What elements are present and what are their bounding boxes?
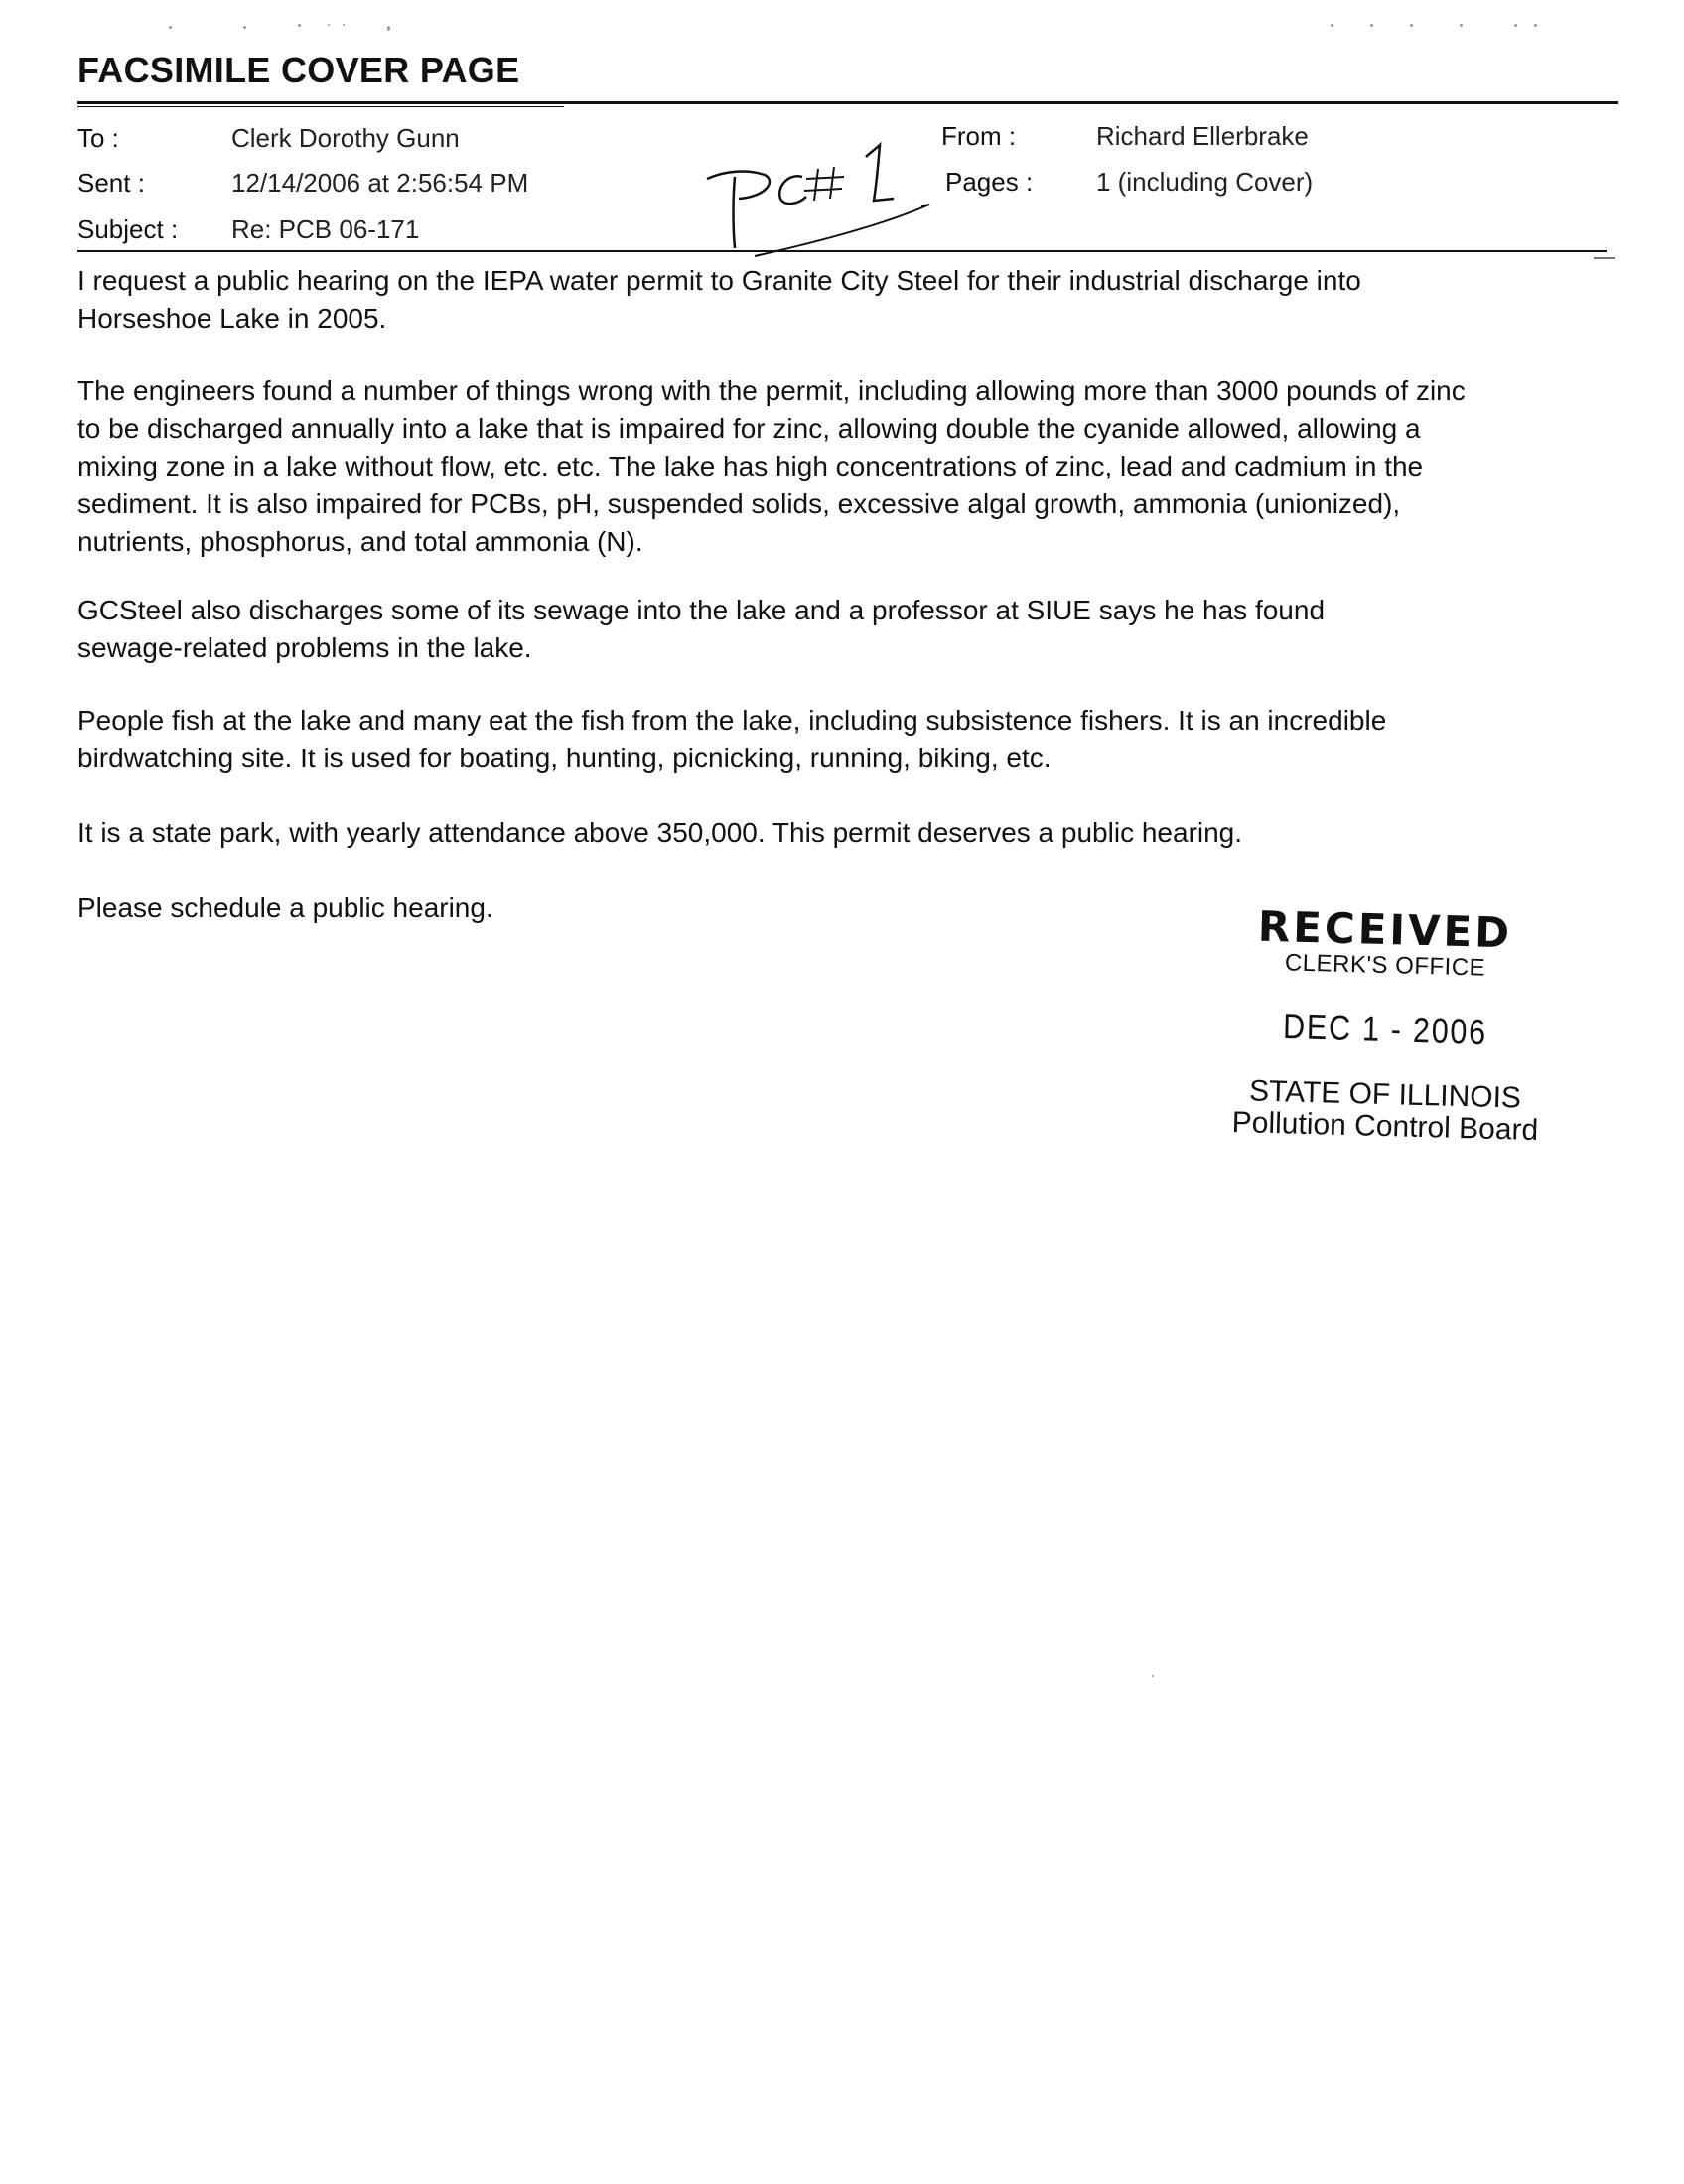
stamp-board-text: Pollution Control Board bbox=[1231, 1105, 1539, 1148]
header-top-rule-inner bbox=[77, 106, 564, 107]
body-paragraph-5 bbox=[77, 814, 1626, 852]
scan-speck bbox=[169, 26, 172, 29]
paragraph-line: People fish at the lake and many eat the fish from the lake, including subsistence fishers. It is an incredible bbox=[77, 705, 1387, 736]
scan-speck bbox=[387, 26, 390, 31]
paragraph-line: sediment. It is also impaired for PCBs, pH, suspended solids, excessive algal growth, ammonia (unionized), bbox=[77, 488, 1401, 519]
subject-value: Re: PCB 06-171 bbox=[231, 214, 420, 244]
paragraph-line: It is a state park, with yearly attendance above 350,000. This permit deserves a public hearing. bbox=[77, 817, 1243, 848]
scan-speck bbox=[328, 24, 330, 26]
from-value: Richard Ellerbrake bbox=[1096, 121, 1309, 151]
to-value: Clerk Dorothy Gunn bbox=[231, 123, 460, 153]
scan-speck bbox=[243, 26, 246, 29]
paragraph-line: Horseshoe Lake in 2005. bbox=[77, 303, 387, 334]
pages-value: 1 (including Cover) bbox=[1096, 167, 1314, 197]
header-top-rule bbox=[77, 101, 1618, 104]
received-stamp bbox=[1216, 901, 1554, 1148]
scan-speck bbox=[1410, 24, 1413, 27]
scan-speck bbox=[1370, 24, 1373, 27]
stamp-state-text: STATE OF ILLINOIS bbox=[1248, 1074, 1522, 1115]
scan-speck bbox=[1460, 24, 1463, 27]
body-paragraph-2 bbox=[77, 372, 1626, 561]
body-paragraph-4 bbox=[77, 702, 1626, 777]
paragraph-line: GCSteel also discharges some of its sewage into the lake and a professor at SIUE says he has found bbox=[77, 595, 1326, 625]
stamp-date-text: DEC 1 - 2006 bbox=[1282, 1005, 1488, 1053]
paragraph-line: nutrients, phosphorus, and total ammonia (N). bbox=[77, 526, 643, 557]
page-title: FACSIMILE COVER PAGE bbox=[77, 50, 520, 90]
paragraph-line: birdwatching site. It is used for boating, hunting, picnicking, running, biking, etc. bbox=[77, 743, 1052, 773]
body-paragraph-1 bbox=[77, 262, 1626, 338]
sent-value: 12/14/2006 at 2:56:54 PM bbox=[231, 168, 529, 198]
header-bottom-rule-tail bbox=[1594, 257, 1615, 259]
handwritten-pc-note bbox=[695, 139, 943, 258]
paragraph-line: to be discharged annually into a lake that is impaired for zinc, allowing double the cyanide allowed, allowing a bbox=[77, 413, 1421, 444]
scan-speck bbox=[1514, 24, 1517, 27]
to-label: To : bbox=[77, 123, 119, 153]
subject-label: Subject : bbox=[77, 214, 179, 244]
scan-speck bbox=[298, 24, 301, 27]
scan-speck bbox=[1331, 24, 1333, 27]
stamp-received-text: RECEIVED bbox=[1257, 901, 1513, 958]
body-paragraph-3 bbox=[77, 592, 1626, 667]
sent-label: Sent : bbox=[77, 168, 145, 198]
from-label: From : bbox=[941, 121, 1017, 151]
scan-speck bbox=[343, 24, 345, 26]
paragraph-line: sewage-related problems in the lake. bbox=[77, 632, 532, 663]
scan-speck bbox=[1152, 1675, 1154, 1677]
stamp-office-text: CLERK'S OFFICE bbox=[1284, 949, 1486, 982]
paragraph-line: I request a public hearing on the IEPA water permit to Granite City Steel for their industrial discharge into bbox=[77, 265, 1361, 296]
paragraph-line: Please schedule a public hearing. bbox=[77, 892, 493, 923]
pages-label: Pages : bbox=[945, 167, 1034, 197]
paragraph-line: The engineers found a number of things wrong with the permit, including allowing more than 3000 pounds of zinc bbox=[77, 375, 1466, 406]
scan-speck bbox=[1534, 24, 1537, 27]
paragraph-line: mixing zone in a lake without flow, etc. etc. The lake has high concentrations of zinc, lead and cadmium in the bbox=[77, 451, 1424, 481]
